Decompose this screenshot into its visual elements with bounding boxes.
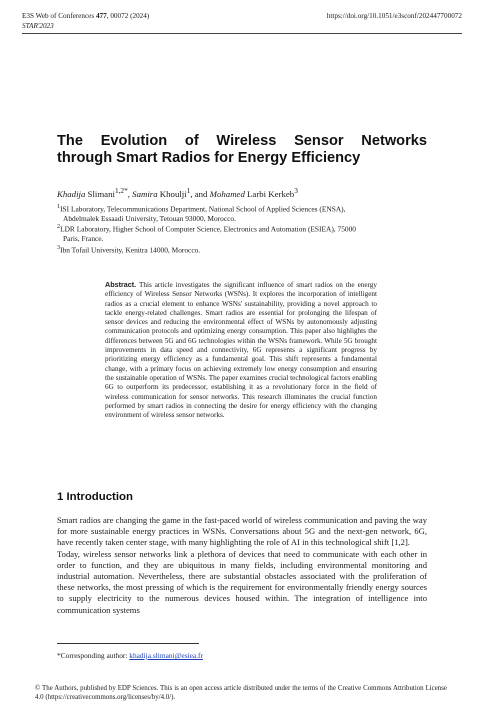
affiliation: $^3$Ibn Tofail University, Kenitra 14000, Morocco. [57,244,201,255]
affiliation-continued: Paris, France. [63,234,104,244]
abstract-text: This article investigates the significant influence of smart radios on the energy efficiency of Wireless Sensor Networks (WSNs). It explores the incorporation of intelligent radios as a crucial element to enhance WSNs' sustainability, providing a novel approach to tackle energy-related challenges. Smart radios are essential for prolonging the lifespan of sensor devices and reducing the environmental effect of WSNs by autonomously adjusting communication protocols and optimizing energy consumption. This paper also highlights the differences between 5G and 6G technologies within the WSNs framework. While 5G brought improvements in data speed and connectivity, 6G represents a significant progress by prioritizing energy efficiency as a fundamental goal. This shift represents a fundamental change, with a primary focus on achieving extremely low energy consumption and ensuring the sustainable operation of WSNs. The paper examines crucial technological factors enabling 6G to outperform its predecessor, establishing it as a revolutionary force in the field of wireless communication for sensor networks. This research illuminates the crucial function performed by smart radios in connecting the desire for energy efficiency with the changing environment of wireless sensor networks. [105,281,377,420]
volume-number: 477 [95,12,107,20]
conference-name: STAR'2023 [22,22,54,30]
paper-title [57,133,427,167]
affiliation: $^1$ISI Laboratory, Telecommunications Department, National School of Applied Sciences (ENSA), [57,204,346,214]
title-line-2: through Smart Radios for Energy Efficiency [57,150,361,166]
paragraph: Smart radios are changing the game in the fast-paced world of wireless communication and paving the way for more sustainable energy practices in WSNs. Conversations about 5G and the next-gen network, 6G, have recently taken center stage, with many highlighting the role of AI in this technological shift [1,2]. [57,515,427,548]
affiliation-continued: Abdelmalek Essaadi University, Tetouan 93000, Morocco. [63,213,236,223]
journal-citation: E3S Web of Conferences 477, 00072 (2024) [22,12,150,20]
section-heading: 1 Introduction [57,491,133,503]
abstract-label: Abstract. [105,280,137,289]
paragraph: Today, wireless sensor networks link a plethora of devices that need to communicate with each other in order to function, and they are ubiquitous in many fields, including environmental monitoring and industrial automation. Nevertheless, there are substantial obstacles associated with the proliferation of these networks, the most pressing of which is the requirement for environmentally friendly energy sources to supply electricity to the numerous devices housed within. The integration of intelligence into communication systems [57,548,427,615]
abstract [105,280,377,420]
footnote-rule [57,643,199,644]
footnote: *Corresponding author: khadija.slimani@esiea.fr [57,651,203,660]
affiliation-list [57,203,429,255]
affiliation: $^2$LDR Laboratory, Higher School of Computer Science, Electronics and Automation (ESIEA), 75000 [57,224,356,234]
header-rule [22,33,462,34]
body-text [57,515,427,616]
author: Mohamed Larbi Kerkeb$^3$ [209,186,298,199]
doi-link[interactable]: https://doi.org/10.1051/e3sconf/202447700072 [326,12,462,20]
license-notice: © The Authors, published by EDP Sciences. This is an open access article distributed under the terms of the Creative Commons Attribution License 4.0 (https://creativecommons.org/licenses/by/4.0/). [35,685,447,701]
author: Samira Khoulji$^1$, and [132,186,210,199]
author: Khadija Slimani$^{1,2*}$, [57,186,133,199]
email-link[interactable]: khadija.slimani@esiea.fr [129,651,203,660]
title-line-1: The Evolution of Wireless Sensor Networks [57,133,427,149]
author-list [57,185,427,200]
